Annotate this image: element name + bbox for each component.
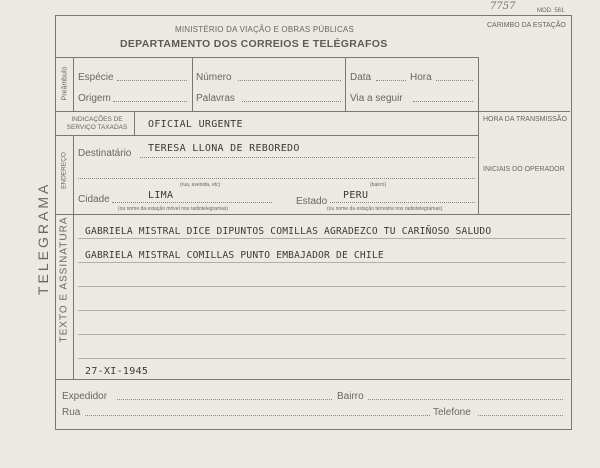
numero-line xyxy=(238,80,341,81)
handwritten-number: 7757 xyxy=(490,1,516,12)
message-line-2: GABRIELA MISTRAL COMILLAS PUNTO EMBAJADOR DE CHILE xyxy=(85,250,384,261)
text-line-5 xyxy=(78,334,566,335)
bairro-line xyxy=(368,399,563,400)
data-line xyxy=(376,80,406,81)
estado-note: (ou nome da estação terrestre nos radiotelegramas) xyxy=(327,206,443,212)
palavras-label: Palavras xyxy=(196,93,235,104)
text-line-4 xyxy=(78,310,566,311)
bairro-hint: (bairro) xyxy=(370,182,387,188)
address-label: ENDEREÇO xyxy=(60,152,68,189)
text-label-divider xyxy=(73,214,74,379)
cidade-line xyxy=(112,202,272,203)
text-section-label: TEXTO E ASSINATURA xyxy=(58,216,70,343)
expedidor-line xyxy=(117,399,332,400)
palavras-line xyxy=(242,101,341,102)
side-title: TELEGRAMA xyxy=(35,181,51,295)
right-column-divider xyxy=(478,57,479,214)
numero-label: Número xyxy=(196,72,232,83)
especie-label: Espécie xyxy=(78,72,114,83)
estado-line xyxy=(330,202,475,203)
message-date: 27-XI-1945 xyxy=(85,366,149,377)
destinatario-label: Destinatário xyxy=(78,148,132,159)
text-line-2 xyxy=(78,262,566,263)
estado-label: Estado xyxy=(296,196,328,207)
services-label: INDICAÇÕES DE SERVIÇO TAXADAS xyxy=(66,116,128,131)
services-divider xyxy=(134,111,135,135)
model-number: MOD. 561 xyxy=(537,8,565,14)
telefone-label: Telefone xyxy=(433,407,471,418)
text-line-3 xyxy=(78,286,566,287)
expedidor-label: Expedidor xyxy=(62,391,108,402)
preamble-top-line xyxy=(55,57,478,58)
preamble-label-divider xyxy=(73,57,74,111)
hora-line xyxy=(436,80,473,81)
preamble-label: Preâmbulo xyxy=(61,66,69,101)
transmission-time-label: HORA DA TRANSMISSÃO xyxy=(483,116,567,123)
cidade-note: (ou nome da estação móvel nos radiotelegramas) xyxy=(118,206,229,212)
cidade-value: LIMA xyxy=(148,190,174,201)
estado-value: PERU xyxy=(343,190,369,201)
text-line-6 xyxy=(78,358,566,359)
ministry-title: MINISTÉRIO DA VIAÇÃO E OBRAS PÚBLICAS xyxy=(175,25,354,34)
preamble-divider-1 xyxy=(192,57,193,111)
destinatario-value: TERESA LLONA DE REBOREDO xyxy=(148,143,300,154)
footer-top-line xyxy=(55,379,570,380)
text-line-1 xyxy=(78,238,566,239)
rua-line xyxy=(85,415,430,416)
operator-initials-label: INICIAIS DO OPERADOR xyxy=(483,166,565,173)
via-label: Via a seguir xyxy=(350,93,403,104)
text-section-top-line xyxy=(55,214,570,215)
services-bottom-line xyxy=(55,135,478,136)
address-label-divider xyxy=(73,135,74,214)
data-label: Data xyxy=(350,72,372,83)
via-line xyxy=(413,101,473,102)
preamble-divider-2 xyxy=(345,57,346,111)
telefone-line xyxy=(478,415,563,416)
street-line xyxy=(78,178,475,179)
rua-label: Rua xyxy=(62,407,81,418)
department-title: DEPARTAMENTO DOS CORREIOS E TELÉGRAFOS xyxy=(120,38,388,50)
preamble-bottom-line xyxy=(55,111,570,112)
message-line-1: GABRIELA MISTRAL DICE DIPUNTOS COMILLAS AGRADEZCO TU CARIÑOSO SALUDO xyxy=(85,226,492,237)
services-value: OFICIAL URGENTE xyxy=(148,119,243,130)
hora-label: Hora xyxy=(410,72,432,83)
origem-label: Origem xyxy=(78,93,111,104)
bairro-label: Bairro xyxy=(337,391,364,402)
cidade-label: Cidade xyxy=(78,194,110,205)
especie-line xyxy=(117,80,187,81)
street-hint: (rua, avenida, etc) xyxy=(180,182,221,188)
destinatario-line xyxy=(140,157,475,158)
origem-line xyxy=(113,101,187,102)
stamp-label: CARIMBO DA ESTAÇÃO xyxy=(487,22,566,29)
